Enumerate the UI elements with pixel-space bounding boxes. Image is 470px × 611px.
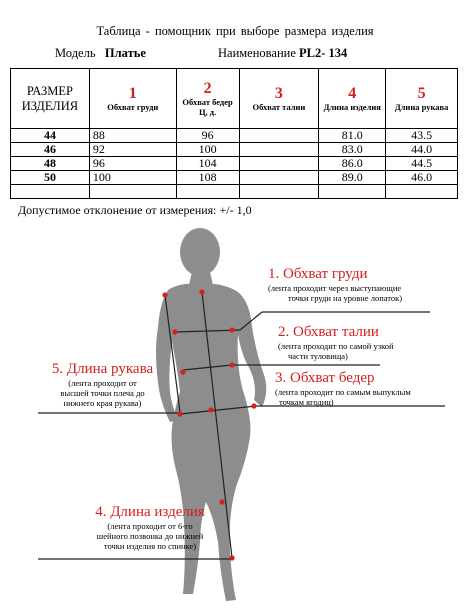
sleeve-desc: высшей точки плеча до [60, 388, 145, 398]
col-header-length [319, 69, 386, 129]
length-desc: точки изделия по спинке) [103, 541, 197, 551]
hips-label [275, 370, 411, 407]
size-cell: 48 [11, 157, 90, 171]
length-label [85, 504, 215, 551]
col-label: Обхват бедер Ц, д. [182, 96, 233, 117]
size-table [10, 68, 458, 199]
col-label: Длина изделия [323, 101, 381, 112]
hips-cell [176, 185, 239, 199]
length-title: 4. Длина изделия [95, 504, 205, 520]
col-number: 4 [348, 84, 357, 102]
chest-cell: 96 [89, 157, 176, 171]
col-header-hips [176, 69, 239, 129]
col-label: Обхват груди [107, 101, 159, 112]
model-label: Модель [55, 46, 96, 60]
table-header-row [11, 69, 458, 129]
waist-cell [239, 157, 319, 171]
length-desc: шейного позвонка до нижней [96, 531, 204, 541]
size-cell [11, 185, 90, 199]
chest-label [268, 266, 402, 303]
sleeve-desc: нижнего края рукава) [63, 398, 142, 408]
size-header-line1: РАЗМЕР [26, 83, 73, 98]
sleeve-cell: 43.5 [386, 129, 458, 143]
length-cell: 89.0 [319, 171, 386, 185]
chest-cell: 88 [89, 129, 176, 143]
col-header-sleeve [386, 69, 458, 129]
waist-cell [239, 129, 319, 143]
length-cell: 81.0 [319, 129, 386, 143]
page-title: Таблица - помощник при выборе размера изделия [96, 24, 374, 38]
waist-cell [239, 143, 319, 157]
col-number: 3 [274, 84, 283, 102]
length-cell [319, 185, 386, 199]
col-number: 2 [203, 79, 212, 97]
col-number: 5 [417, 84, 426, 102]
length-desc: (лента проходит от 6-го [107, 521, 193, 531]
chest-cell [89, 185, 176, 199]
size-cell: 44 [11, 129, 90, 143]
name-value: PL2- 134 [299, 46, 348, 60]
waist-cell [239, 185, 319, 199]
table-row [11, 157, 458, 171]
table-row [11, 185, 458, 199]
hips-desc: (лента проходит по самым выпуклым [275, 387, 411, 397]
model-value: Платье [104, 46, 146, 60]
sleeve-desc: (лента проходит от [68, 378, 137, 388]
size-cell: 46 [11, 143, 90, 157]
waist-title: 2. Обхват талии [278, 324, 379, 340]
chest-desc: точки груди на уровне лопаток) [288, 293, 403, 303]
size-header-line2: ИЗДЕЛИЯ [21, 98, 79, 113]
length-cell: 86.0 [319, 157, 386, 171]
name-label: Наименование [218, 46, 296, 60]
sleeve-label [40, 361, 165, 408]
tolerance-note: Допустимое отклонение от измерения: +/- 1,0 [18, 203, 252, 217]
chest-cell: 100 [89, 171, 176, 185]
table-row [11, 129, 458, 143]
col-label: Длина рукава [394, 101, 449, 112]
hips-cell: 108 [176, 171, 239, 185]
hips-desc: точкам ягодиц) [279, 397, 334, 407]
size-header [11, 69, 90, 129]
col-header-waist [239, 69, 319, 129]
col-number: 1 [128, 84, 137, 102]
sleeve-cell: 44.0 [386, 143, 458, 157]
model-line [55, 46, 146, 61]
waist-desc: части туловища) [288, 351, 348, 361]
name-line [218, 46, 347, 61]
table-row [11, 171, 458, 185]
col-label: Обхват талии [252, 101, 306, 112]
chest-cell: 92 [89, 143, 176, 157]
hips-cell: 100 [176, 143, 239, 157]
hips-cell: 96 [176, 129, 239, 143]
waist-label [278, 324, 394, 361]
waist-desc: (лента проходит по самой узкой [278, 341, 394, 351]
table-row [11, 143, 458, 157]
sleeve-title: 5. Длина рукава [51, 361, 154, 377]
sleeve-cell [386, 185, 458, 199]
chest-desc: (лента проходит через выступающие [268, 283, 402, 293]
hips-cell: 104 [176, 157, 239, 171]
chest-title: 1. Обхват груди [268, 266, 368, 282]
size-cell: 50 [11, 171, 90, 185]
sleeve-cell: 46.0 [386, 171, 458, 185]
sleeve-cell: 44.5 [386, 157, 458, 171]
length-cell: 83.0 [319, 143, 386, 157]
col-header-chest [89, 69, 176, 129]
waist-cell [239, 171, 319, 185]
hips-title: 3. Обхват бедер [275, 370, 375, 386]
